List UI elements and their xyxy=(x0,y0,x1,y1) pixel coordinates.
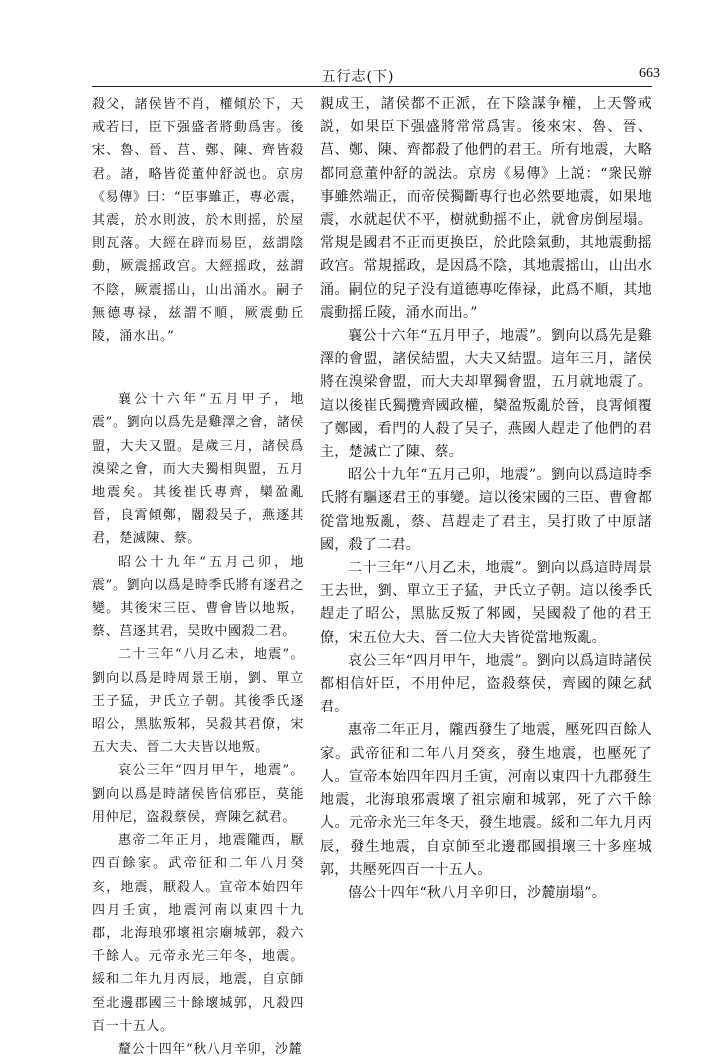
running-title: 五行志(下) xyxy=(321,69,395,85)
classical-paragraph: 二十三年“八月乙未，地震”。劉向以爲是時周景王崩，劉、單立王子猛，尹氏立子朝。其後季氏逐昭公，黑肱叛邾，吴殺其君僚，宋五大夫、晉二大夫皆以地叛。 xyxy=(92,647,304,756)
classical-text-column xyxy=(92,93,304,1061)
translation-paragraph: 親成王，諸侯都不正派，在下陰謀争權，上天警戒説，如果臣下强盛將常常爲害。後來宋、魯、晉、莒、鄭、陳、齊都殺了他們的君王。所有地震，大略都同意董仲舒的説法。京房《易傳》上説：“衆民辦事雖然端正，而帝侯獨斷專行也必然要地震，如果地震，水就起伏不平，樹就動摇不止，就會房倒屋塌。常規是國君不正而更换臣，於此陰氣動，其地震動摇政宫。常規摇政，是因爲不陰，其地震摇山，山出水涌。嗣位的兒子没有道德專吃俸禄，此爲不順，其地震動摇丘陵，涌水而出。” xyxy=(320,96,652,321)
translation-paragraph: 襄公十六年“五月甲子，地震”。劉向以爲先是雞澤的會盟，諸侯結盟，大夫又結盟。這年三月，諸侯將在溴梁會盟，而大夫却單獨會盟，五月就地震了。這以後崔氏獨攬齊國政權，欒盈叛亂於晉，良霄傾覆了鄭國，看門的人殺了吴子，燕國人趕走了他們的君主，楚滅亡了陳、蔡。 xyxy=(320,328,652,461)
classical-paragraph: 殺父，諸侯皆不肖，權傾於下，天戒若曰，臣下强盛者將動爲害。後宋、魯、晉、莒、鄭、陳、齊皆殺君。諸，略皆從董仲舒説也。京房《易傳》曰：“臣事雖正，專必震，其震，於水則波，於木則摇，於屋則瓦落。大經在辟而易臣，兹謂陰動，厥震摇政宫。大經摇政，兹謂不陰，厥震摇山，山出涌水。嗣子無德專禄，兹謂不順，厥震動丘陵，涌水出。” xyxy=(92,97,304,345)
translation-column xyxy=(320,93,652,905)
translation-paragraph: 二十三年“八月乙未，地震”。劉向以爲這時周景王去世，劉、單立王子猛，尹氏立子朝。這以後季氏趕走了昭公，黑肱反叛了邾國，吴國殺了他的君王僚，宋五位大夫、晉二位大夫皆從當地叛亂。 xyxy=(320,560,652,646)
classical-paragraph: 哀公三年“四月甲午，地震”。劉向以爲是時諸侯皆信邪臣，莫能用仲尼，盗殺蔡侯，齊陳乞弑君。 xyxy=(92,763,304,825)
translation-paragraph: 惠帝二年正月，隴西發生了地震，壓死四百餘人家。武帝征和二年八月癸亥，發生地震，也壓死了人。宣帝本始四年四月壬寅，河南以東四十九郡發生地震，北海琅邪震壞了祖宗廟和城郭，死了六千餘人。元帝永光三年冬天，發生地震。綏和二年九月丙辰，發生地震，自京師至北邊郡國損壞三十多座城郭，共壓死四百一十五人。 xyxy=(320,722,652,878)
translation-paragraph: 僖公十四年“秋八月辛卯日，沙麓崩塌”。 xyxy=(348,884,607,901)
classical-paragraph: 惠帝二年正月，地震隴西，厭四百餘家。武帝征和二年八月癸亥，地震，厭殺人。宣帝本始四年四月壬寅，地震河南以東四十九郡，北海琅邪壞祖宗廟城郭，殺六千餘人。元帝永光三年冬，地震。綏和二年九月丙辰，地震，自京師至北邊郡國三十餘壞城郭，凡殺四百一十五人。 xyxy=(92,833,304,1034)
page-number: 663 xyxy=(639,66,660,81)
classical-paragraph: 昭公十九年“五月己卯，地震”。劉向以爲是時季氏將有逐君之變。其後宋三臣、曹會皆以地叛，蔡、莒逐其君，吴敗中國殺二君。 xyxy=(92,554,304,640)
classical-paragraph: 襄公十六年“五月甲子，地震”。劉向以爲先是雞澤之會，諸侯盟，大夫又盟。是歲三月，諸侯爲溴梁之會，而大夫獨相與盟，五月地震矣。其後崔氏專齊，欒盈亂晉，良霄傾鄭，閽殺吴子，燕逐其君，楚滅陳、蔡。 xyxy=(92,392,304,547)
translation-paragraph: 哀公三年“四月甲午，地震”。劉向以爲這時諸侯都相信奸臣，不用仲尼，盗殺蔡侯，齊國的陳乞弑君。 xyxy=(320,652,652,716)
translation-paragraph: 昭公十九年“五月己卯，地震”。劉向以爲這時季氏將有驅逐君王的事變。這以後宋國的三臣、曹會都從當地叛亂，蔡、莒趕走了君主，吴打敗了中原諸國，殺了二君。 xyxy=(320,467,652,553)
header-rule xyxy=(92,86,652,87)
classical-paragraph: 釐公十四年“秋八月辛卯，沙麓 xyxy=(118,1041,303,1057)
running-head xyxy=(0,66,716,86)
